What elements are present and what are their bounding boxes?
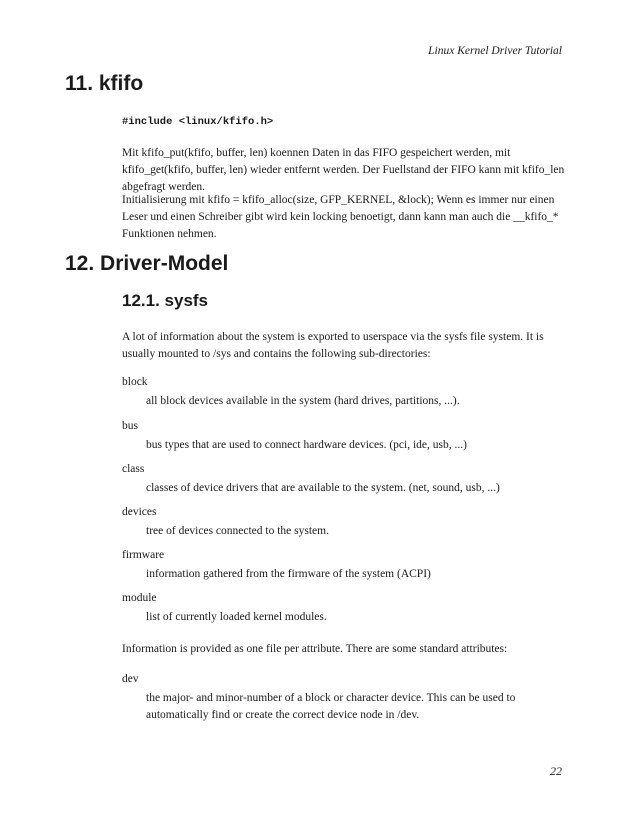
dir-desc-firmware: information gathered from the firmware of the system (ACPI) xyxy=(146,568,431,580)
kfifo-paragraph-2: Initialisierung mit kfifo = kfifo_alloc(size, GFP_KERNEL, &lock); Wenn es immer nur einen Leser und einen Schreiber gibt wird kein locking benoetigt, dann kann man auch die __kfifo_* Funktionen nehmen. xyxy=(122,194,559,240)
dir-desc-module: list of currently loaded kernel modules. xyxy=(146,611,327,623)
attr-desc-dev: the major- and minor-number of a block or character device. This can be used to automatically find or create the correct device node in /dev. xyxy=(146,692,516,721)
attributes-intro: Information is provided as one file per attribute. There are some standard attributes: xyxy=(122,643,508,655)
dir-term-module: module xyxy=(122,592,157,604)
section-12-title: 12. Driver-Model xyxy=(65,252,229,275)
dir-term-firmware: firmware xyxy=(122,549,165,561)
running-header: Linux Kernel Driver Tutorial xyxy=(428,45,562,57)
section-11-title: 11. kfifo xyxy=(65,72,144,95)
dir-term-block: block xyxy=(122,376,148,388)
dir-term-devices: devices xyxy=(122,506,157,518)
dir-term-class: class xyxy=(122,463,145,475)
dir-desc-bus: bus types that are used to connect hardware devices. (pci, ide, usb, ...) xyxy=(146,439,467,451)
kfifo-paragraph-1: Mit kfifo_put(kfifo, buffer, len) koennen Daten in das FIFO gespeichert werden, mit kfifo_get(kfifo, buffer, len) wieder entfernt werden. Der Fuellstand der FIFO kann mit kfifo_len abgefragt werden. xyxy=(122,147,565,193)
include-line: #include <linux/kfifo.h> xyxy=(122,116,274,128)
page-number: 22 xyxy=(550,764,562,778)
dir-desc-class: classes of device drivers that are available to the system. (net, sound, usb, ...) xyxy=(146,482,500,494)
sysfs-intro: A lot of information about the system is exported to userspace via the sysfs file system. It is usually mounted to /sys and contains the following sub-directories: xyxy=(122,331,544,360)
section-12-1-title: 12.1. sysfs xyxy=(122,291,209,310)
dir-desc-block: all block devices available in the system (hard drives, partitions, ...). xyxy=(146,395,460,407)
dir-term-bus: bus xyxy=(122,420,138,432)
dir-desc-devices: tree of devices connected to the system. xyxy=(146,525,329,537)
attr-term-dev: dev xyxy=(122,673,139,685)
